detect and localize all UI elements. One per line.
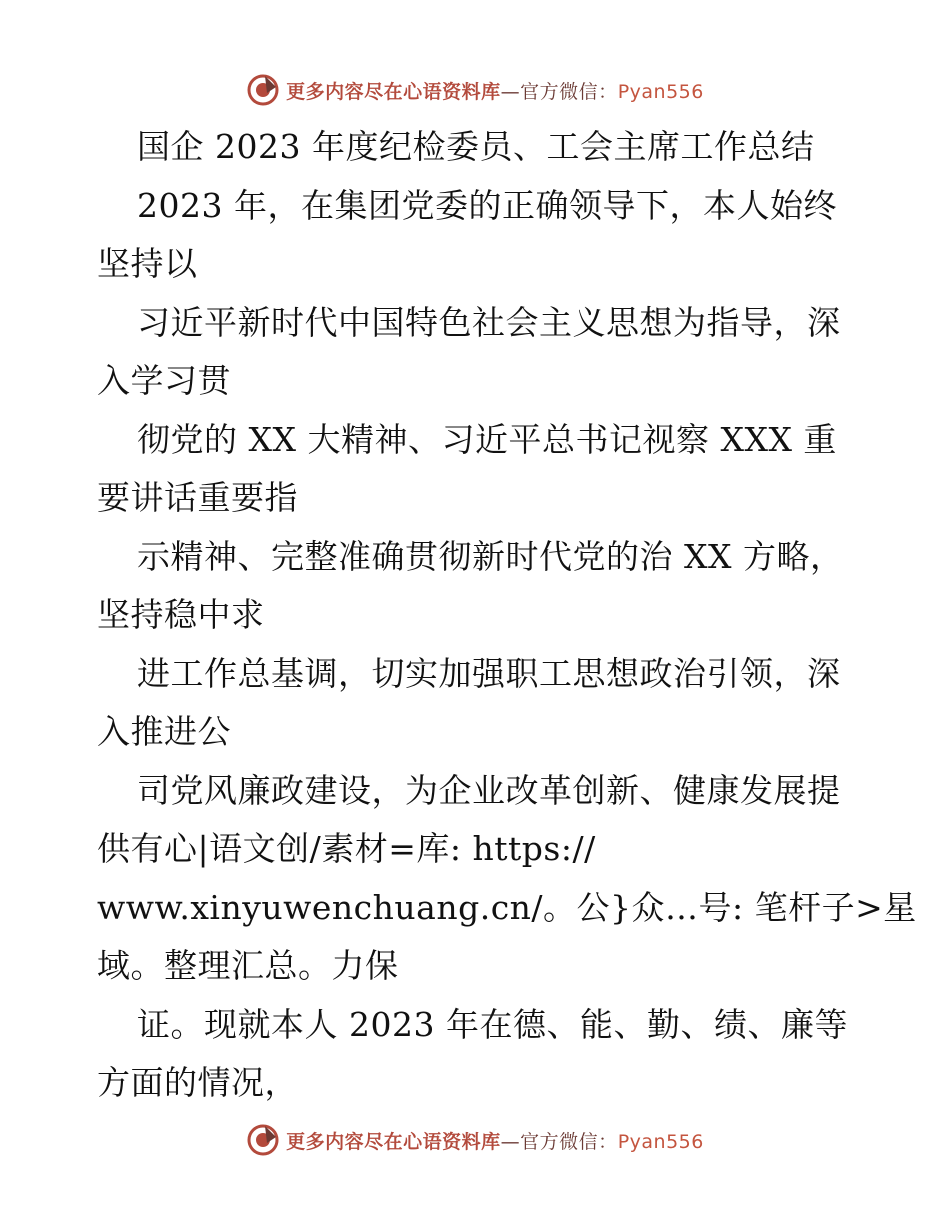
paragraph-line: 供有心|语文创/素材=库: https:// — [97, 829, 596, 868]
paragraph-line: 彻党的 XX 大精神、习近平总书记视察 XXX 重 — [137, 419, 837, 459]
paragraph-line: 入推进公 — [97, 712, 231, 751]
brand-logo-icon — [246, 73, 280, 107]
paragraph-line: 司党风廉政建设，为企业改革创新、健康发展提 — [137, 770, 841, 810]
document-body — [97, 118, 917, 1113]
paragraph-line: 2023 年，在集团党委的正确领导下，本人始终 — [137, 185, 837, 225]
brand-logo-icon — [246, 1123, 280, 1157]
paragraph-line: 坚持稳中求 — [97, 595, 265, 634]
paragraph-line: 坚持以 — [97, 244, 198, 283]
paragraph-line: 证。现就本人 2023 年在德、能、勤、绩、廉等 — [137, 1004, 848, 1044]
banner-text: 更多内容尽在心语资料库—官方微信：Pyan556 — [286, 1130, 704, 1153]
paragraph-line: 域。整理汇总。力保 — [97, 946, 399, 985]
paragraph-line: 要讲话重要指 — [97, 478, 298, 517]
paragraph-line: 进工作总基调，切实加强职工思想政治引领，深 — [137, 653, 841, 693]
footer-banner — [0, 1120, 950, 1160]
paragraph-line: 方面的情况， — [97, 1063, 298, 1102]
document-title: 国企 2023 年度纪检委员、工会主席工作总结 — [137, 127, 815, 166]
paragraph-line: 习近平新时代中国特色社会主义思想为指导，深 — [137, 302, 841, 342]
header-banner — [0, 70, 950, 110]
paragraph-line: 入学习贯 — [97, 361, 231, 400]
paragraph-line: 示精神、完整准确贯彻新时代党的治 XX 方略， — [137, 536, 844, 576]
banner-text: 更多内容尽在心语资料库—官方微信：Pyan556 — [286, 80, 704, 103]
paragraph-line: www.xinyuwenchuang.cn/。公}众…号: 笔杆子>星 — [97, 887, 917, 927]
